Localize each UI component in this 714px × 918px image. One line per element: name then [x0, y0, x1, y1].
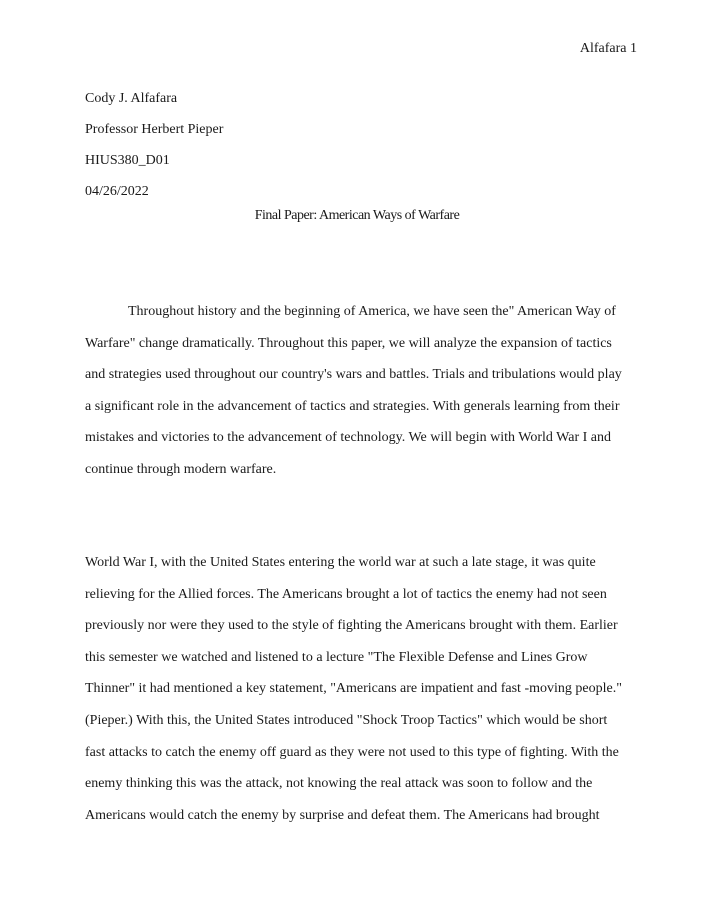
paragraph-line: Warfare" change dramatically. Throughout this paper, we will analyze the expansion of tactics — [85, 335, 612, 351]
paragraph-line: a significant role in the advancement of tactics and strategies. With generals learning from their — [85, 398, 620, 414]
paragraph-2 — [85, 547, 641, 831]
paper-date: 04/26/2022 — [85, 184, 149, 199]
paragraph-line: mistakes and victories to the advancement of technology. We will begin with World War I and — [85, 430, 612, 446]
paragraph-line: World War I, with the United States entering the world war at such a late stage, it was quite — [85, 555, 596, 570]
paragraph-line: continue through modern warfare. — [85, 461, 277, 477]
paper-title: Final Paper: American Ways of Warfare — [254, 208, 460, 223]
course-code: HIUS380_D01 — [85, 153, 170, 168]
running-head: Alfafara 1 — [579, 41, 637, 56]
paragraph-line: Thinner" it had mentioned a key statement, "Americans are impatient and fast -moving people." — [85, 681, 622, 697]
professor-name: Professor Herbert Pieper — [85, 122, 224, 137]
author-name: Cody J. Alfafara — [85, 91, 178, 106]
paragraph-line: and strategies used throughout our country's wars and battles. Trials and tribulations would play — [85, 367, 622, 383]
paragraph-line: enemy thinking this was the attack, not knowing the real attack was soon to follow and the — [85, 776, 593, 792]
paragraph-line: Americans would catch the enemy by surprise and defeat them. The Americans had brought — [85, 807, 600, 823]
paragraph-line: fast attacks to catch the enemy off guard as they were not used to this type of fighting. With the — [85, 744, 619, 760]
paragraph-line: previously nor were they used to the style of fighting the Americans brought with them. Earlier — [85, 618, 618, 634]
paragraph-line: Throughout history and the beginning of America, we have seen the" American Way of — [128, 304, 616, 319]
paragraph-line: relieving for the Allied forces. The Americans brought a lot of tactics the enemy had not seen — [85, 586, 607, 602]
paragraph-line: this semester we watched and listened to a lecture "The Flexible Defense and Lines Grow — [85, 649, 588, 665]
paragraph-1 — [85, 296, 641, 486]
paragraph-line: (Pieper.) With this, the United States introduced "Shock Troop Tactics" which would be short — [85, 712, 608, 728]
heading-block — [85, 83, 645, 207]
